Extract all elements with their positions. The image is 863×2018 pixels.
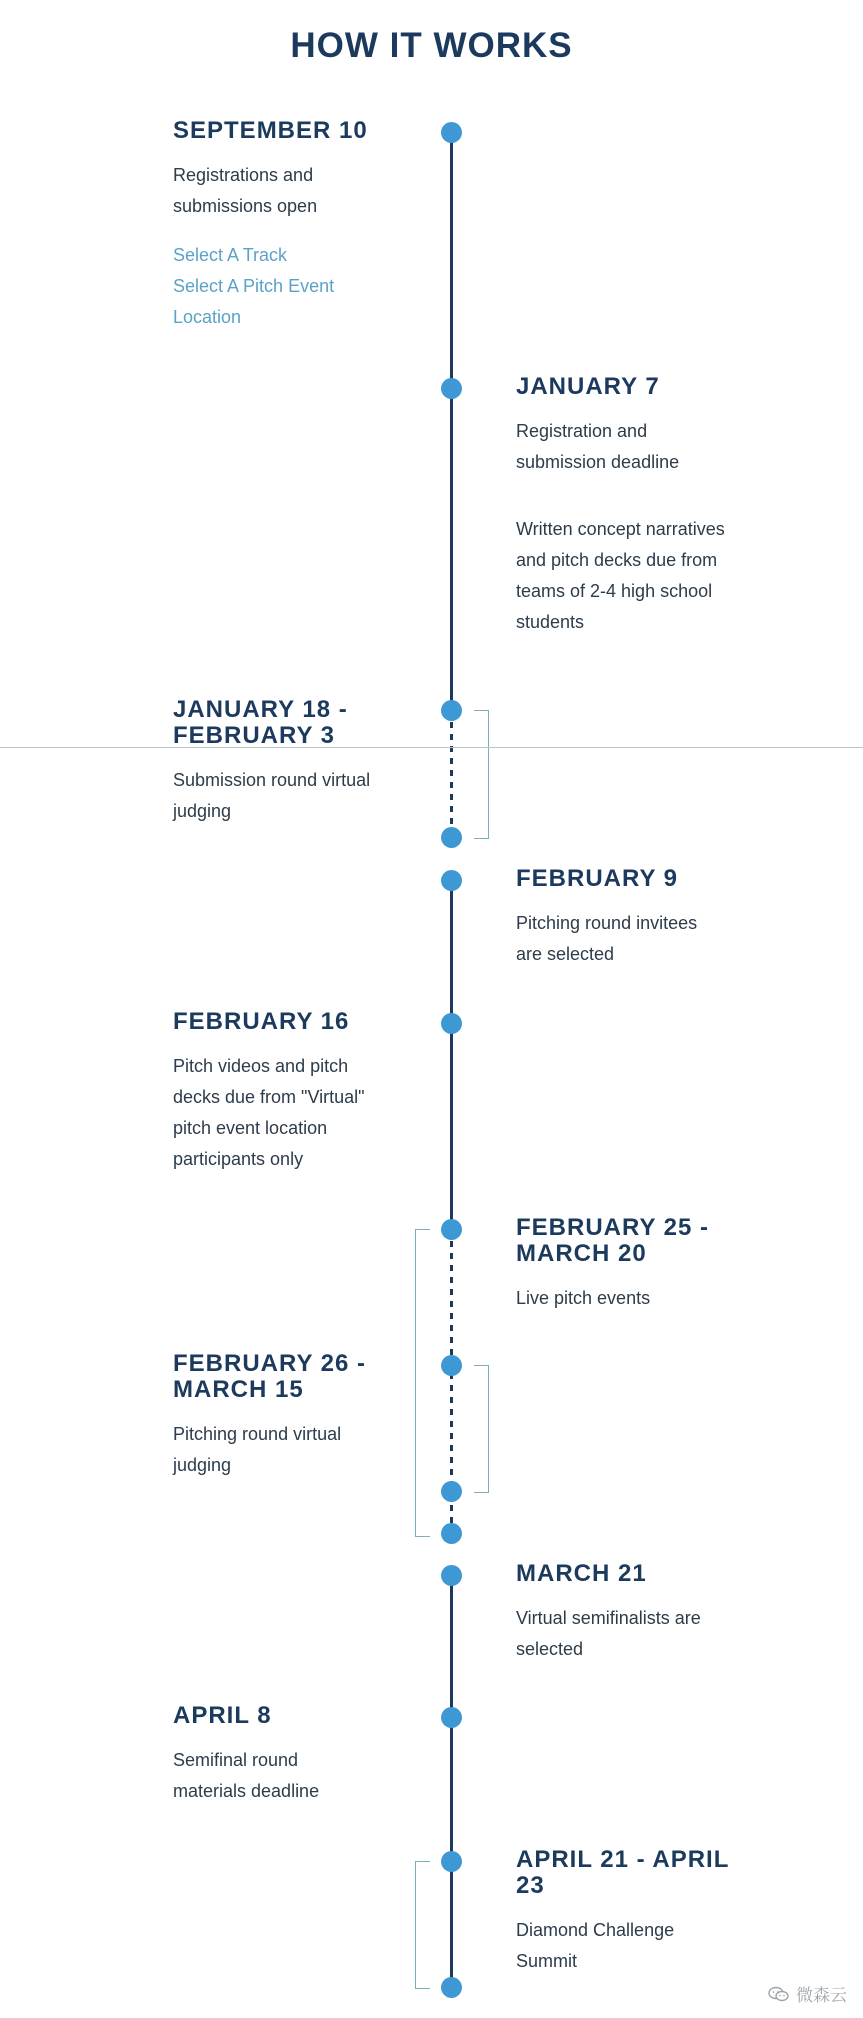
- event-date: APRIL 8: [173, 1702, 272, 1729]
- event-date: FEBRUARY 16: [173, 1008, 350, 1035]
- timeline-dot: [441, 1851, 462, 1872]
- event-description: Semifinal round materials deadline: [173, 1750, 320, 1801]
- timeline-dot: [441, 1565, 462, 1586]
- divider: [0, 747, 863, 748]
- timeline-dot: [441, 1977, 462, 1998]
- timeline-entry: [516, 1847, 766, 1977]
- timeline-line: [450, 132, 453, 710]
- timeline-entry: [516, 866, 766, 970]
- timeline-dot: [441, 1013, 462, 1034]
- select-track-link[interactable]: Select A Track: [173, 245, 288, 265]
- timeline-dot: [441, 870, 462, 891]
- timeline-dot: [441, 1481, 462, 1502]
- timeline-entry: [173, 118, 423, 333]
- watermark-text: 微森云: [796, 1986, 847, 2005]
- event-description: Live pitch events: [516, 1288, 651, 1308]
- event-description: Pitch videos and pitch decks due from "Virtual" pitch event location participants only: [173, 1056, 365, 1169]
- timeline-dot: [441, 378, 462, 399]
- event-date: MARCH 21: [516, 1560, 647, 1587]
- page-title: HOW IT WORKS: [290, 26, 573, 65]
- event-description: Registration and submission deadline: [516, 421, 680, 472]
- event-description: Pitching round invitees are selected: [516, 913, 698, 964]
- event-description: Submission round virtual judging: [173, 770, 371, 821]
- timeline-dot: [441, 1355, 462, 1376]
- event-date: APRIL 21 - APRIL 23: [516, 1846, 729, 1899]
- watermark: [768, 1981, 847, 2006]
- event-description: Registrations and submissions open: [173, 165, 318, 216]
- timeline-line-dashed: [450, 710, 453, 837]
- select-pitch-event-location-link[interactable]: Select A Pitch Event Location: [173, 276, 335, 327]
- wechat-icon: [768, 1986, 790, 2002]
- timeline-dot: [441, 1707, 462, 1728]
- timeline-entry: [173, 697, 423, 827]
- timeline-entry: [516, 1561, 766, 1665]
- timeline-entry: [173, 1703, 423, 1807]
- timeline-dot: [441, 827, 462, 848]
- event-links: [173, 240, 423, 333]
- timeline-dot: [441, 1219, 462, 1240]
- timeline-entry: [516, 1215, 766, 1314]
- timeline-entry: [173, 1351, 423, 1481]
- event-description: Pitching round virtual judging: [173, 1424, 342, 1475]
- timeline-line: [450, 880, 453, 1229]
- timeline-dot: [441, 1523, 462, 1544]
- range-bracket: [474, 1365, 489, 1493]
- event-date: SEPTEMBER 10: [173, 117, 368, 144]
- event-date: FEBRUARY 26 - MARCH 15: [173, 1350, 367, 1403]
- event-description: Diamond Challenge Summit: [516, 1920, 675, 1971]
- timeline-line: [450, 1575, 453, 1987]
- timeline-entry: [173, 1009, 423, 1175]
- event-date: JANUARY 18 - FEBRUARY 3: [173, 696, 348, 749]
- timeline-entry: [516, 374, 766, 638]
- timeline-dot: [441, 122, 462, 143]
- range-bracket: [415, 1861, 430, 1989]
- event-description: Virtual semifinalists are selected: [516, 1608, 701, 1659]
- event-note: Written concept narratives and pitch decks due from teams of 2-4 high school students: [516, 519, 725, 632]
- event-date: FEBRUARY 25 - MARCH 20: [516, 1214, 710, 1267]
- range-bracket: [474, 710, 489, 839]
- event-date: FEBRUARY 9: [516, 865, 679, 892]
- timeline-dot: [441, 700, 462, 721]
- event-date: JANUARY 7: [516, 373, 660, 400]
